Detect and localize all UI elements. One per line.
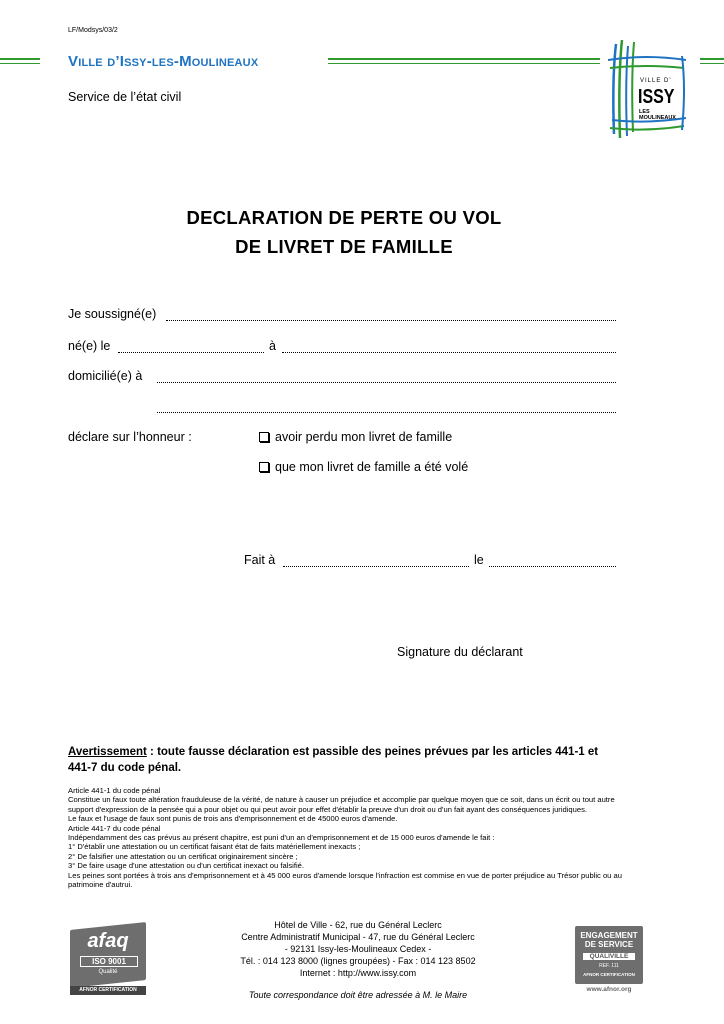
service-name: Service de l’état civil bbox=[68, 90, 182, 104]
checkbox-stolen[interactable] bbox=[259, 462, 269, 472]
title-line2: DE LIVRET DE FAMILLE bbox=[235, 236, 453, 257]
logo-line2: ISSY bbox=[638, 86, 675, 108]
legal-line: Article 441-1 du code pénal bbox=[68, 786, 161, 795]
declare-label: déclare sur l’honneur : bbox=[68, 430, 192, 444]
soussigne-label: Je soussigné(e) bbox=[68, 307, 157, 321]
birth-place-field[interactable] bbox=[282, 352, 616, 353]
header-rule-right-thin bbox=[328, 63, 600, 64]
ne-label: né(e) le bbox=[68, 339, 111, 353]
address-field-line2[interactable] bbox=[157, 412, 616, 413]
option-lost[interactable] bbox=[259, 430, 452, 444]
option-stolen-label: que mon livret de famille a été volé bbox=[275, 460, 469, 474]
qualiville-line2: DE SERVICE bbox=[584, 940, 634, 949]
afaq-iso: ISO 9001 bbox=[80, 956, 138, 967]
le-label: le bbox=[474, 553, 484, 567]
afaq-iso-logo bbox=[70, 926, 146, 996]
header-rule-left bbox=[0, 58, 40, 60]
soussigne-field[interactable] bbox=[166, 320, 616, 321]
document-reference: LF/Modsys/03/2 bbox=[68, 27, 118, 34]
afaq-quality: Qualité bbox=[98, 969, 118, 975]
warning-paragraph bbox=[68, 744, 624, 776]
logo-line1: VILLE D' bbox=[640, 78, 672, 84]
header-rule-far-right bbox=[700, 58, 724, 60]
footer-address-line: Centre Administratif Municipal - 47, rue du Général Leclerc bbox=[241, 932, 475, 942]
qualiville-cert: AFNOR CERTIFICATION bbox=[583, 972, 635, 977]
qualiville-url: www.afnor.org bbox=[586, 986, 632, 993]
afaq-brand: afaq bbox=[87, 930, 129, 952]
qualiville-name: QUALIVILLE bbox=[583, 953, 635, 960]
legal-line: Indépendamment des cas prévus au présent chapitre, est puni d'un an d'emprisonnement et de 15 000 euros d'amende le fait : bbox=[68, 833, 495, 843]
warning-label: Avertissement bbox=[68, 746, 147, 758]
footer-website[interactable]: Internet : http://www.issy.com bbox=[299, 968, 417, 978]
city-name: Ville d’Issy-les-Moulineaux bbox=[68, 53, 259, 70]
title-line1: DECLARATION DE PERTE OU VOL bbox=[186, 207, 502, 228]
qualiville-logo bbox=[575, 926, 643, 996]
logo-line3: LES MOULINEAUX bbox=[639, 109, 676, 121]
birth-place-label: à bbox=[269, 339, 276, 353]
qualiville-line1: ENGAGEMENT bbox=[580, 931, 638, 940]
legal-line: 3° De faire usage d'une attestation ou d'un certificat inexact ou falsifié. bbox=[68, 861, 304, 871]
address-field-line1[interactable] bbox=[157, 382, 616, 383]
footer-address-line: - 92131 Issy-les-Moulineaux Cedex - bbox=[284, 944, 432, 954]
header-rule-far-right-thin bbox=[700, 63, 724, 64]
fait-place-field[interactable] bbox=[283, 566, 469, 567]
legal-line: Article 441-7 du code pénal bbox=[68, 823, 161, 833]
header-rule-left-thin bbox=[0, 63, 40, 64]
legal-line: Les peines sont portées à trois ans d'emprisonnement et à 45 000 euros d'amende lorsque l'infraction est commise en vue de porter préjudice au Trésor public ou au patrimoine d'autrui. bbox=[68, 870, 622, 890]
fait-date-field[interactable] bbox=[489, 566, 616, 567]
afaq-cert: AFNOR CERTIFICATION bbox=[70, 986, 146, 995]
header-rule-right bbox=[328, 58, 600, 60]
legal-line: 1° D'établir une attestation ou un certificat faisant état de faits matériellement inexacts ; bbox=[68, 842, 361, 852]
issy-logo bbox=[606, 38, 688, 140]
signature-label: Signature du déclarant bbox=[397, 645, 523, 659]
legal-line: 2° De falsifier une attestation ou un certificat originairement sincère ; bbox=[68, 851, 298, 861]
legal-line: Constitue un faux toute altération frauduleuse de la vérité, de nature à causer un préjudice et accomplie par quelque moyen que ce soit, dans un écrit ou tout autre support d'expression de la pensée qui a pour objet ou qui peut avoir pour effet d'établir la preuve d'un droit ou d'un fait ayant des conséquences juridiques. bbox=[68, 795, 615, 814]
legal-line: Le faux et l'usage de faux sont punis de trois ans d'emprisonnement et de 45000 euros d'amende. bbox=[68, 814, 398, 824]
birth-date-field[interactable] bbox=[118, 352, 264, 353]
option-lost-label: avoir perdu mon livret de famille bbox=[275, 430, 453, 444]
footer-address-line: Hôtel de Ville - 62, rue du Général Leclerc bbox=[274, 920, 442, 930]
legal-text bbox=[68, 786, 624, 889]
fait-label: Fait à bbox=[244, 553, 276, 567]
qualiville-ref: REF. 111 bbox=[599, 963, 619, 969]
checkbox-lost[interactable] bbox=[259, 432, 269, 442]
option-stolen[interactable] bbox=[259, 460, 468, 474]
footer-note: Toute correspondance doit être adressée à M. le Maire bbox=[248, 990, 468, 1000]
warning-text: : toute fausse déclaration est passible des peines prévues par les articles 441-1 et 441-7 du code pénal. bbox=[68, 746, 599, 774]
footer-address-line: Tél. : 014 123 8000 (lignes groupées) - Fax : 014 123 8502 bbox=[240, 956, 476, 966]
domicilie-label: domicilié(e) à bbox=[68, 369, 143, 383]
